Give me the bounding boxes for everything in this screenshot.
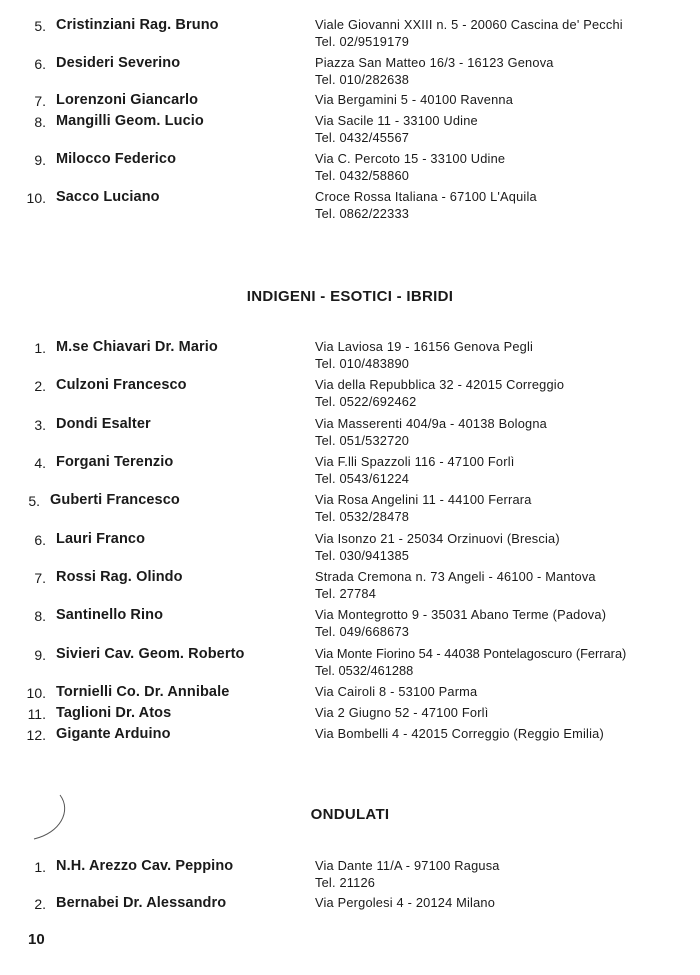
entry-address-block [315, 894, 495, 911]
entry-address-block [315, 683, 477, 700]
entry-address: Via Dante 11/A - 97100 Ragusa [315, 858, 500, 873]
entry-name: Gigante Arduino [56, 726, 171, 742]
entry-tel: Tel. 030/941385 [315, 548, 410, 563]
entry-number: 8. [34, 608, 46, 624]
entry-number: 5. [28, 493, 40, 509]
section-heading: ONDULATI [310, 806, 390, 823]
entry-number: 8. [34, 114, 46, 130]
entry-name: Forgani Terenzio [56, 454, 174, 470]
entry-address: Via C. Percoto 15 - 33100 Udine [315, 151, 506, 166]
entry-address-block [315, 606, 606, 640]
entry-number: 12. [26, 727, 46, 743]
page-number: 10 [28, 931, 45, 948]
entry-number: 9. [34, 647, 46, 663]
entry-number: 4. [34, 455, 46, 471]
entry-tel: Tel. 010/483890 [315, 356, 410, 371]
entry-number: 2. [34, 896, 46, 912]
entry-address-block [315, 188, 537, 222]
entry-tel: Tel. 0532/461288 [315, 663, 414, 678]
entry-number: 9. [34, 152, 46, 168]
entry-address-block [315, 725, 604, 742]
entry-address-block [315, 568, 596, 602]
entry-name: Bernabei Dr. Alessandro [56, 895, 227, 911]
entry-name: Lorenzoni Giancarlo [56, 92, 199, 108]
entry-name: Guberti Francesco [50, 492, 180, 508]
entry-address-block [315, 453, 515, 487]
entry-name: M.se Chiavari Dr. Mario [56, 339, 218, 355]
entry-address: Via Montegrotto 9 - 35031 Abano Terme (Padova) [315, 607, 607, 622]
entry-tel: Tel. 049/668673 [315, 624, 410, 639]
entry-name: Sivieri Cav. Geom. Roberto [56, 646, 245, 662]
entry-number: 7. [34, 93, 46, 109]
entry-tel: Tel. 21126 [315, 875, 376, 890]
entry-tel: Tel. 0522/692462 [315, 394, 417, 409]
entry-tel: Tel. 02/9519179 [315, 34, 410, 49]
entry-address-block [315, 91, 513, 108]
entry-address: Via Sacile 11 - 33100 Udine [315, 113, 478, 128]
entry-number: 7. [34, 570, 46, 586]
entry-number: 3. [34, 417, 46, 433]
entry-name: Lauri Franco [56, 531, 146, 547]
entry-tel: Tel. 051/532720 [315, 433, 410, 448]
entry-address: Viale Giovanni XXIII n. 5 - 20060 Cascina de' Pecchi [315, 17, 623, 32]
entry-address: Via Isonzo 21 - 25034 Orzinuovi (Brescia) [315, 531, 560, 546]
entry-name: Culzoni Francesco [56, 377, 187, 393]
entry-tel: Tel. 0532/28478 [315, 509, 410, 524]
entry-number: 5. [34, 18, 46, 34]
entry-address-block [315, 415, 547, 449]
entry-address-block [315, 857, 500, 891]
entry-address-block [315, 530, 560, 564]
entry-address-block [315, 16, 623, 50]
entry-name: Cristinziani Rag. Bruno [56, 17, 219, 33]
entry-number: 6. [34, 56, 46, 72]
entry-address: Via Rosa Angelini 11 - 44100 Ferrara [315, 492, 532, 507]
entry-address: Via Monte Fiorino 54 - 44038 Pontelagoscuro (Ferrara) [315, 646, 627, 661]
entry-name: Mangilli Geom. Lucio [56, 113, 204, 129]
entry-name: N.H. Arezzo Cav. Peppino [56, 858, 234, 874]
entry-address-block [315, 338, 533, 372]
entry-address-block [315, 54, 554, 88]
entry-number: 1. [34, 340, 46, 356]
entry-address: Via Pergolesi 4 - 20124 Milano [315, 895, 496, 910]
entry-tel: Tel. 010/282638 [315, 72, 410, 87]
entry-number: 6. [34, 532, 46, 548]
entry-tel: Tel. 27784 [315, 586, 377, 601]
section-heading: INDIGENI - ESOTICI - IBRIDI [246, 288, 454, 305]
entry-address: Via 2 Giugno 52 - 47100 Forlì [315, 705, 489, 720]
entry-tel: Tel. 0432/58860 [315, 168, 410, 183]
entry-address: Via Bombelli 4 - 42015 Correggio (Reggio Emilia) [315, 726, 604, 741]
entry-name: Sacco Luciano [56, 189, 160, 205]
entry-name: Taglioni Dr. Atos [56, 705, 172, 721]
entry-number: 1. [34, 859, 46, 875]
entry-address: Via Cairoli 8 - 53100 Parma [315, 684, 478, 699]
entry-address-block [315, 150, 505, 184]
entry-address-block [315, 704, 488, 721]
entry-tel: Tel. 0432/45567 [315, 130, 410, 145]
entry-name: Santinello Rino [56, 607, 164, 623]
entry-address: Via Bergamini 5 - 40100 Ravenna [315, 92, 514, 107]
entry-number: 10. [26, 190, 46, 206]
entry-name: Rossi Rag. Olindo [56, 569, 183, 585]
entry-address-block [315, 491, 532, 525]
entry-number: 11. [27, 706, 46, 722]
entry-address: Via della Repubblica 32 - 42015 Correggio [315, 377, 565, 392]
entry-name: Milocco Federico [56, 151, 177, 167]
entry-address: Via Masserenti 404/9a - 40138 Bologna [315, 416, 547, 431]
entry-name: Dondi Esalter [56, 416, 151, 432]
entry-tel: Tel. 0543/61224 [315, 471, 410, 486]
entry-address-block [315, 376, 564, 410]
entry-address: Strada Cremona n. 73 Angeli - 46100 - Mantova [315, 569, 596, 584]
entry-tel: Tel. 0862/22333 [315, 206, 410, 221]
entry-address: Piazza San Matteo 16/3 - 16123 Genova [315, 55, 554, 70]
entry-address: Croce Rossa Italiana - 67100 L'Aquila [315, 189, 537, 204]
entry-name: Tornielli Co. Dr. Annibale [56, 684, 230, 700]
entry-address-block [315, 112, 478, 146]
entry-address-block [315, 645, 626, 679]
entry-address: Via Laviosa 19 - 16156 Genova Pegli [315, 339, 534, 354]
entry-address: Via F.lli Spazzoli 116 - 47100 Forlì [315, 454, 515, 469]
entry-number: 10. [26, 685, 46, 701]
entry-name: Desideri Severino [56, 55, 181, 71]
entry-number: 2. [34, 378, 46, 394]
